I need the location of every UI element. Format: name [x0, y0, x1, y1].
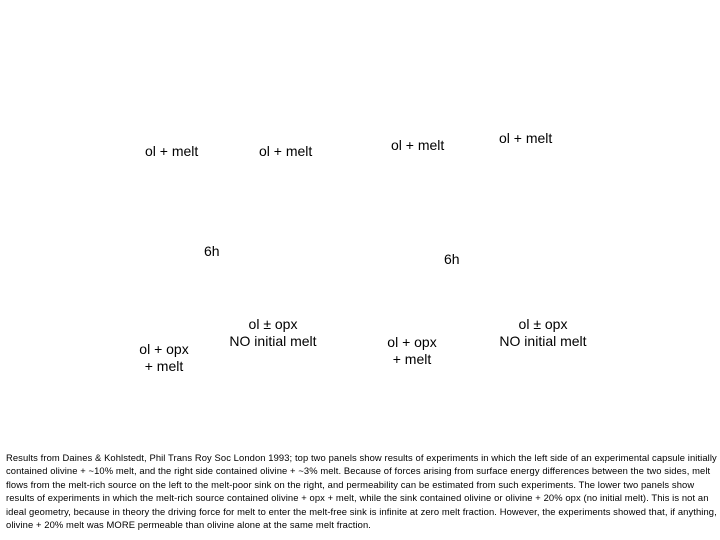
figure-caption: Results from Daines & Kohlstedt, Phil Trans Roy Soc London 1993; top two panels show results of experiments in which the left side of an experimental capsule initially contained olivine + ~10% melt, and the right side contained olivine + ~3% melt. Because of forces arising from surface energy differences between the two sides, melt flows from the melt-rich source on the left to the melt-poor sink on the right, and permeability can be estimated from such experiments. The lower two panels show results of experiments in which the melt-rich source contained olivine + opx + melt, while the sink contained olivine or olivine + 20% opx (no initial melt). This is not an ideal geometry, because in theory the driving force for melt to enter the melt-free sink is infinite at zero melt fraction. However, the experiments showed that, if anything, olivine + 20% melt was MORE permeable than olivine alone at the same melt fraction.: [6, 452, 717, 531]
top-left-sink-label: ol + melt: [259, 143, 313, 159]
top-left-time-label: 6h: [204, 243, 220, 259]
top-right-sink-label: ol + melt: [499, 130, 553, 146]
bottom-left-sink-label: [223, 316, 323, 350]
bottom-left-sink-label-line2: NO initial melt: [229, 333, 317, 349]
bottom-right-sink-label-line1: ol ± opx: [518, 316, 568, 332]
bottom-right-source-label-line1: ol + opx: [387, 334, 437, 350]
bottom-left-source-label-line2: + melt: [144, 358, 184, 374]
bottom-right-source-label: [381, 334, 443, 368]
bottom-right-sink-label: [493, 316, 593, 350]
bottom-right-source-label-line2: + melt: [392, 351, 432, 367]
top-right-source-label: ol + melt: [391, 137, 445, 153]
top-left-source-label: ol + melt: [145, 143, 199, 159]
bottom-left-source-label-line1: ol + opx: [139, 341, 189, 357]
bottom-left-sink-label-line1: ol ± opx: [248, 316, 298, 332]
top-right-time-label: 6h: [444, 251, 460, 267]
bottom-right-sink-label-line2: NO initial melt: [499, 333, 587, 349]
bottom-left-source-label: [134, 341, 194, 375]
